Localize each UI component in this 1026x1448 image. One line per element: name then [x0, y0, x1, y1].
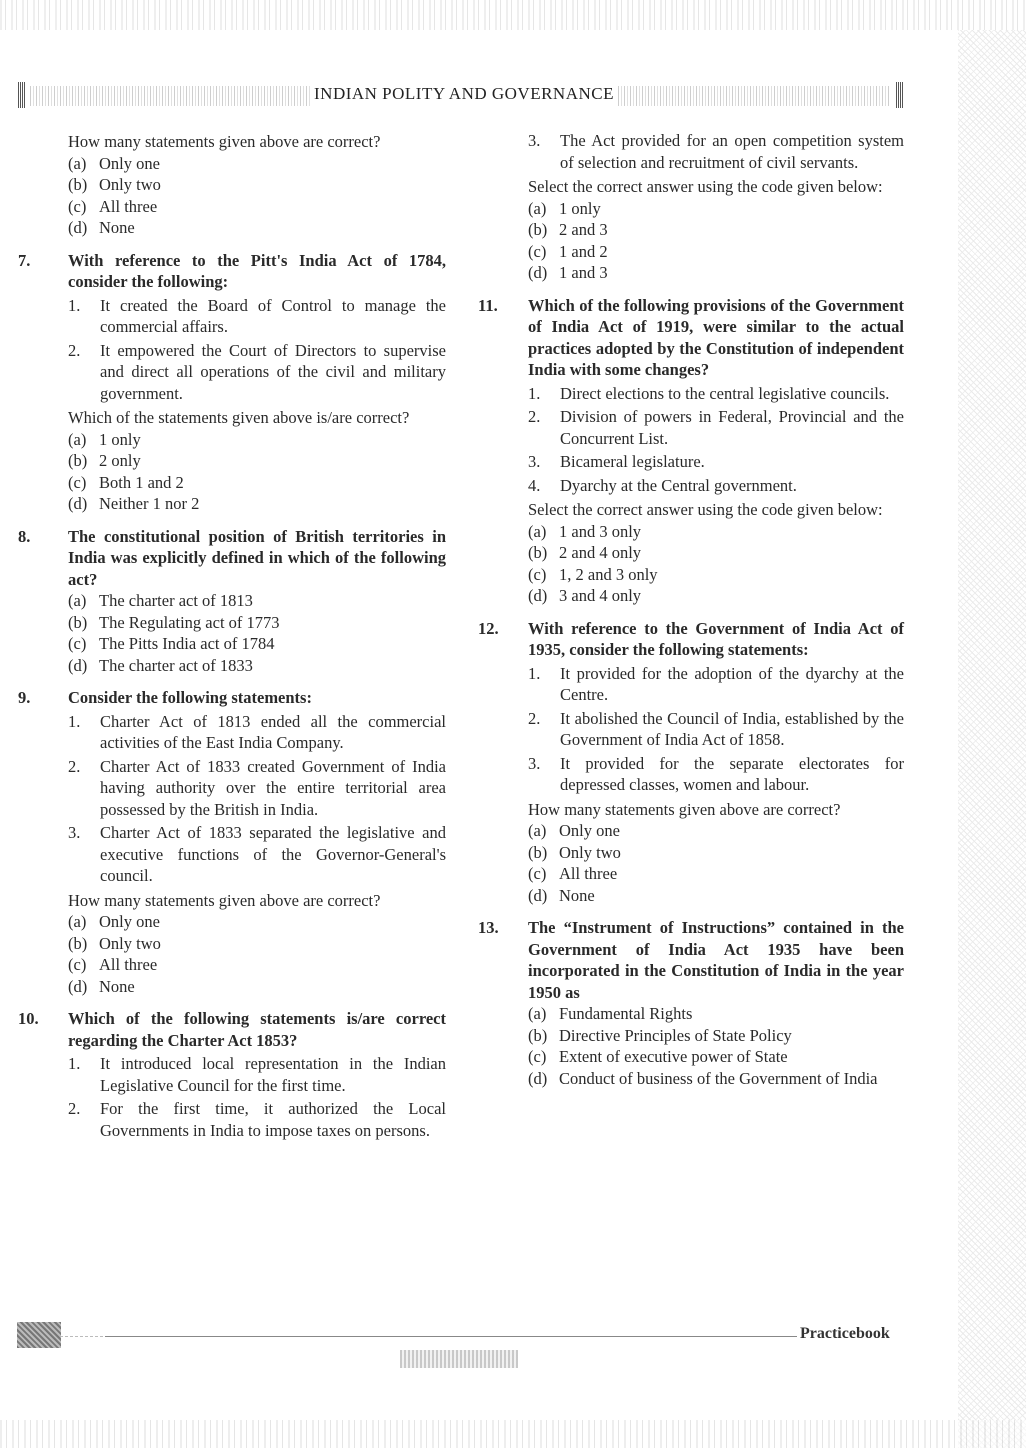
option-text: Fundamental Rights — [559, 1004, 693, 1023]
statement-text: For the first time, it authorized the Local Governments in India to impose taxes on persons. — [100, 1099, 446, 1140]
question-text: Which of the following statements is/are correct regarding the Charter Act 1853? — [68, 1009, 446, 1050]
statement-item — [478, 475, 904, 497]
option-text: The charter act of 1833 — [99, 655, 253, 675]
option-label: (d) — [528, 1068, 548, 1088]
option-text: All three — [559, 864, 618, 883]
option-text: Only two — [99, 175, 161, 194]
option-label: (a) — [68, 591, 87, 610]
option-label: (b) — [528, 543, 548, 562]
option-label: (c) — [68, 472, 87, 492]
option-text: The Pitts India act of 1784 — [99, 634, 275, 653]
statement-number: 2. — [528, 708, 541, 728]
statement-text: Charter Act of 1813 ended all the commercial activities of the East India Company. — [100, 711, 446, 752]
answer-option — [18, 429, 446, 451]
statement-text: Division of powers in Federal, Provincial and the Concurrent List. — [560, 407, 904, 448]
statement-text: It abolished the Council of India, established by the Government of India Act of 1858. — [560, 708, 904, 749]
option-text: Both 1 and 2 — [99, 472, 184, 492]
option-text: None — [559, 885, 595, 905]
answer-option — [18, 976, 446, 998]
option-label: (b) — [528, 842, 548, 862]
statement-item — [478, 753, 904, 796]
instruction-text: Select the correct answer using the code given below: — [528, 177, 883, 196]
option-text: Only one — [99, 912, 160, 931]
statement-item — [18, 1098, 446, 1141]
question-block — [18, 687, 446, 709]
answer-option — [478, 1003, 904, 1025]
statement-item — [478, 451, 904, 473]
option-text: 1 and 2 — [559, 241, 608, 261]
option-text: Directive Principles of State Policy — [559, 1025, 792, 1045]
option-label: (a) — [528, 521, 547, 541]
option-label: (b) — [68, 612, 88, 632]
option-text: Only two — [559, 842, 621, 862]
question-block — [18, 250, 446, 293]
answer-option — [478, 863, 904, 885]
option-label: (d) — [68, 218, 88, 237]
statement-number: 1. — [528, 663, 541, 683]
statement-text: It created the Board of Control to manage the commercial affairs. — [100, 295, 446, 336]
statement-number: 2. — [528, 407, 541, 426]
option-label: (b) — [68, 933, 88, 953]
option-label: (a) — [68, 153, 87, 173]
answer-option — [478, 564, 904, 586]
answer-option — [18, 911, 446, 933]
answer-option — [18, 633, 446, 655]
option-label: (c) — [528, 864, 547, 883]
instruction-text: How many statements given above are correct? — [68, 890, 381, 910]
statement-item — [478, 708, 904, 751]
statement-text: It empowered the Court of Directors to supervise and direct all operations of the civil and military government. — [100, 340, 446, 403]
page-number-box — [17, 1322, 61, 1348]
footer-dash — [60, 1336, 108, 1337]
statement-item — [478, 406, 904, 449]
statement-number: 1. — [68, 1054, 81, 1073]
answer-option — [18, 196, 446, 218]
answer-option — [18, 493, 446, 515]
option-label: (a) — [528, 198, 547, 218]
header-left-bar — [30, 86, 310, 106]
option-text: All three — [99, 196, 158, 216]
option-text: Extent of executive power of State — [559, 1047, 788, 1066]
answer-option — [478, 585, 904, 607]
answer-option — [18, 933, 446, 955]
option-text: 1 only — [99, 429, 141, 449]
answer-option — [18, 153, 446, 175]
option-label: (d) — [528, 263, 548, 282]
answer-option — [18, 174, 446, 196]
statement-text: It provided for the adoption of the dyarchy at the Centre. — [560, 663, 904, 704]
instruction-text: How many statements given above are correct? — [68, 132, 381, 151]
option-text: 1 and 3 only — [559, 521, 642, 541]
option-label: (c) — [68, 955, 87, 974]
answer-option — [478, 241, 904, 263]
statement-number: 1. — [68, 295, 81, 315]
header-right-mark — [896, 82, 903, 108]
option-text: 1, 2 and 3 only — [559, 564, 658, 584]
question-text: With reference to the Pitt's India Act of 1784, consider the following: — [68, 250, 446, 291]
statement-item — [18, 295, 446, 338]
page-header: INDIAN POLITY AND GOVERNANCE — [314, 84, 614, 103]
question-number: 10. — [18, 1009, 39, 1028]
statement-text: It introduced local representation in the Indian Legislative Council for the first time. — [100, 1054, 446, 1095]
statement-text: Direct elections to the central legislative councils. — [560, 383, 890, 403]
question-text: Which of the following provisions of the Government of India Act of 1919, were similar to the actual practices adopted by the Constitution of independent India with some changes? — [528, 295, 904, 379]
question-block — [478, 295, 904, 381]
question-block — [478, 618, 904, 661]
statement-number: 1. — [68, 711, 81, 731]
option-text: Only one — [99, 153, 160, 173]
statement-item — [478, 130, 904, 173]
option-label: (a) — [68, 912, 87, 931]
statement-item — [478, 383, 904, 405]
option-label: (a) — [528, 821, 547, 840]
statement-number: 2. — [68, 756, 81, 776]
answer-option — [478, 1068, 904, 1090]
statement-number: 2. — [68, 340, 81, 360]
answer-option — [18, 217, 446, 239]
option-label: (b) — [528, 220, 548, 239]
question-block — [18, 1008, 446, 1051]
statement-number: 2. — [68, 1099, 81, 1118]
answer-option — [478, 1025, 904, 1047]
option-label: (b) — [68, 175, 88, 194]
option-text: All three — [99, 955, 158, 974]
option-text: None — [99, 218, 135, 237]
forum-watermark — [400, 1350, 518, 1368]
scan-noise-top — [0, 0, 1026, 30]
option-text: 3 and 4 only — [559, 586, 642, 605]
statement-number: 4. — [528, 475, 541, 495]
statement-item — [18, 756, 446, 821]
statement-item — [18, 340, 446, 405]
option-text: Neither 1 nor 2 — [99, 494, 200, 513]
statement-number: 3. — [528, 753, 541, 773]
answer-option — [18, 450, 446, 472]
scan-noise-right — [958, 30, 1026, 1448]
statement-number: 3. — [68, 823, 81, 842]
statement-text: Charter Act of 1833 created Government of India having authority over the entire territorial area possessed by the British in India. — [100, 756, 446, 819]
scan-noise-bottom — [0, 1420, 1026, 1448]
statement-number: 1. — [528, 383, 541, 403]
question-number: 11. — [478, 295, 498, 315]
option-label: (c) — [528, 241, 547, 261]
option-label: (d) — [68, 494, 88, 513]
option-text: The Regulating act of 1773 — [99, 612, 280, 632]
footer-rule — [105, 1336, 797, 1337]
instruction-text: Which of the statements given above is/are correct? — [68, 408, 410, 427]
question-block — [18, 526, 446, 591]
answer-option — [18, 590, 446, 612]
answer-option — [18, 954, 446, 976]
statement-item — [18, 822, 446, 887]
right-column — [478, 128, 904, 1089]
answer-option — [18, 612, 446, 634]
left-column — [18, 128, 446, 1141]
answer-option — [478, 262, 904, 284]
statement-text: Dyarchy at the Central government. — [560, 475, 797, 495]
option-label: (d) — [528, 885, 548, 905]
option-text: The charter act of 1813 — [99, 591, 253, 610]
option-text: 1 and 3 — [559, 263, 608, 282]
statement-text: Bicameral legislature. — [560, 452, 705, 471]
question-text: With reference to the Government of India Act of 1935, consider the following statements: — [528, 618, 904, 659]
question-text: Consider the following statements: — [68, 688, 312, 707]
option-text: 2 only — [99, 451, 141, 470]
option-text: Conduct of business of the Government of India — [559, 1068, 878, 1088]
statement-text: It provided for the separate electorates for depressed classes, women and labour. — [560, 753, 904, 794]
option-label: (a) — [68, 429, 87, 449]
option-label: (d) — [528, 586, 548, 605]
option-text: 2 and 3 — [559, 220, 608, 239]
question-text: The “Instrument of Instructions” contained in the Government of India Act 1935 have been incorporated in the Constitution of India in the year 1950 as — [528, 918, 904, 1002]
answer-option — [478, 219, 904, 241]
option-label: (c) — [528, 1047, 547, 1066]
question-number: 7. — [18, 250, 31, 270]
instruction-text: How many statements given above are correct? — [528, 799, 841, 819]
question-text: The constitutional position of British territories in India was explicitly defined in which of the following act? — [68, 526, 446, 589]
option-label: (b) — [528, 1025, 548, 1045]
statement-text: The Act provided for an open competition system of selection and recruitment of civil servants. — [560, 131, 904, 172]
question-number: 9. — [18, 688, 31, 707]
question-block — [478, 917, 904, 1003]
option-label: (d) — [68, 976, 88, 996]
statement-text: Charter Act of 1833 separated the legislative and executive functions of the Governor-General's council. — [100, 823, 446, 885]
answer-option — [478, 521, 904, 543]
option-label: (c) — [68, 196, 87, 216]
statement-item — [18, 1053, 446, 1096]
answer-option — [478, 885, 904, 907]
header-left-mark — [18, 82, 25, 108]
answer-option — [478, 1046, 904, 1068]
answer-option — [478, 198, 904, 220]
footer-brand: Practicebook — [800, 1325, 890, 1342]
question-number: 8. — [18, 526, 31, 546]
answer-option — [478, 842, 904, 864]
header-right-bar — [618, 86, 890, 106]
instruction-text: Select the correct answer using the code given below: — [528, 500, 883, 519]
question-number: 12. — [478, 618, 499, 638]
statement-item — [18, 711, 446, 754]
option-label: (d) — [68, 655, 88, 675]
statement-item — [478, 663, 904, 706]
statement-number: 3. — [528, 452, 541, 471]
answer-option — [478, 820, 904, 842]
option-label: (c) — [68, 634, 87, 653]
answer-option — [478, 542, 904, 564]
option-text: Only two — [99, 933, 161, 953]
answer-option — [18, 472, 446, 494]
option-text: None — [99, 976, 135, 996]
statement-number: 3. — [528, 131, 541, 150]
option-text: 2 and 4 only — [559, 543, 642, 562]
option-text: 1 only — [559, 198, 601, 218]
option-label: (c) — [528, 564, 547, 584]
question-number: 13. — [478, 918, 499, 937]
option-label: (b) — [68, 451, 88, 470]
option-text: Only one — [559, 821, 620, 840]
answer-option — [18, 655, 446, 677]
option-label: (a) — [528, 1004, 547, 1023]
